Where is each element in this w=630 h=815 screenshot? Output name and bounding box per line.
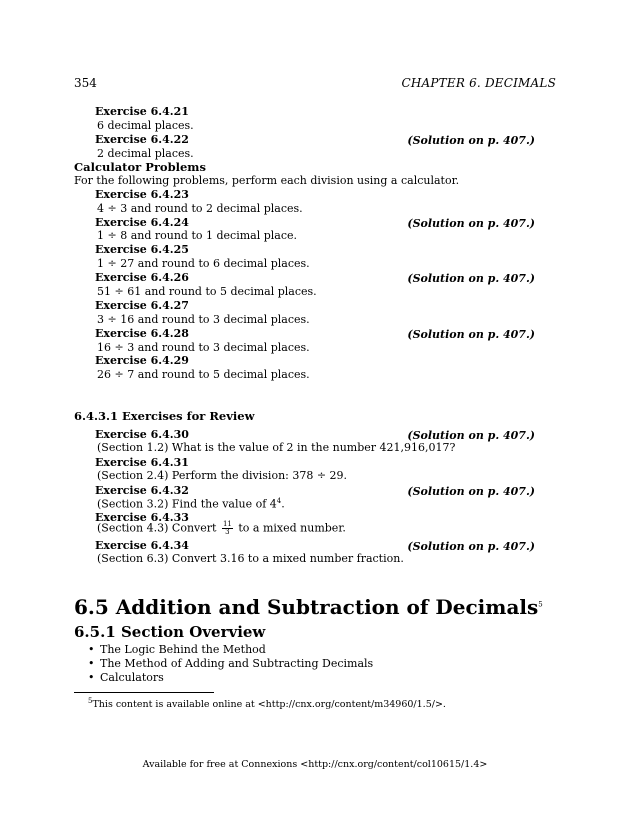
exercise-title: Exercise 6.4.30: [95, 428, 189, 441]
solution-link[interactable]: (Solution on p. 407.): [407, 328, 535, 341]
exercise-text: 16 ÷ 3 and round to 3 decimal places.: [97, 341, 310, 354]
exercise-text: (Section 1.2) What is the value of 2 in the number 421,916,017?: [97, 441, 456, 454]
solution-link[interactable]: (Solution on p. 407.): [407, 540, 535, 553]
exercise-text: 6 decimal places.: [97, 119, 194, 132]
exercise-text: [97, 521, 346, 536]
exercise-title: Exercise 6.4.31: [95, 456, 189, 469]
solution-link[interactable]: (Solution on p. 407.): [407, 485, 535, 498]
fraction-denominator: 3: [225, 528, 230, 536]
exercise-title: Exercise 6.4.25: [95, 243, 189, 256]
exercise-title: Exercise 6.4.33: [95, 511, 189, 524]
footnote: [88, 697, 446, 710]
exponent: 4: [276, 497, 282, 505]
footnote-text[interactable]: This content is available online at <http://cnx.org/content/m34960/1.5/>.: [92, 699, 446, 711]
text-segment: (Section 4.3) Convert: [97, 521, 220, 535]
fraction-numerator: 11: [222, 520, 232, 528]
text-segment: .: [281, 497, 285, 511]
exercise-text: (Section 6.3) Convert 3.16 to a mixed number fraction.: [97, 552, 404, 565]
solution-link[interactable]: (Solution on p. 407.): [407, 217, 535, 230]
list-item: • The Logic Behind the Method: [88, 643, 373, 657]
exercise-text: 3 ÷ 16 and round to 3 decimal places.: [97, 313, 310, 326]
exercise-text: 51 ÷ 61 and round to 5 decimal places.: [97, 285, 317, 298]
overview-list: [88, 643, 373, 685]
exercise-text: (Section 2.4) Perform the division: 378 ÷ 29.: [97, 469, 348, 482]
list-item: • Calculators: [88, 671, 373, 685]
footnote-mark[interactable]: 5: [538, 600, 543, 609]
exercise-title: Exercise 6.4.23: [95, 188, 189, 201]
exercise-title: Exercise 6.4.32: [95, 484, 189, 497]
exercise-text: 26 ÷ 7 and round to 5 decimal places.: [97, 368, 310, 381]
solution-link[interactable]: (Solution on p. 407.): [407, 429, 535, 442]
page-footer[interactable]: Available for free at Connexions <http://cnx.org/content/col10615/1.4>: [142, 759, 488, 770]
exercise-title: Exercise 6.4.26: [95, 271, 189, 284]
section-title: [74, 595, 543, 619]
calculator-heading: Calculator Problems: [74, 160, 206, 174]
page-number: 354: [74, 76, 97, 90]
exercise-title: Exercise 6.4.21: [95, 105, 189, 118]
fraction: [222, 521, 233, 536]
exercise-title: Exercise 6.4.27: [95, 299, 189, 312]
text-segment: (Section 3.2) Find the value of 4: [97, 497, 277, 511]
exercise-text: 2 decimal places.: [97, 147, 194, 160]
list-item: • The Method of Adding and Subtracting Decimals: [88, 657, 373, 671]
footnote-number: 5: [88, 697, 93, 705]
exercise-title: Exercise 6.4.22: [95, 133, 189, 146]
calculator-intro: For the following problems, perform each division using a calculator.: [74, 174, 460, 187]
exercise-title: Exercise 6.4.34: [95, 539, 189, 552]
chapter-header: CHAPTER 6. DECIMALS: [401, 76, 556, 90]
exercise-title: Exercise 6.4.28: [95, 327, 189, 340]
solution-link[interactable]: (Solution on p. 407.): [407, 272, 535, 285]
subsection-title: 6.5.1 Section Overview: [74, 623, 266, 641]
exercise-text: [97, 497, 285, 511]
exercise-text: 1 ÷ 8 and round to 1 decimal place.: [97, 229, 298, 242]
exercise-title: Exercise 6.4.29: [95, 354, 189, 367]
exercise-text: 4 ÷ 3 and round to 2 decimal places.: [97, 202, 303, 215]
text-segment: to a mixed number.: [234, 521, 346, 535]
section-title-text: 6.5 Addition and Subtraction of Decimals: [74, 595, 539, 619]
review-heading: 6.4.3.1 Exercises for Review: [74, 409, 255, 423]
footnote-rule: [74, 692, 214, 693]
exercise-text: 1 ÷ 27 and round to 6 decimal places.: [97, 257, 310, 270]
exercise-title: Exercise 6.4.24: [95, 216, 189, 229]
solution-link[interactable]: (Solution on p. 407.): [407, 134, 535, 147]
